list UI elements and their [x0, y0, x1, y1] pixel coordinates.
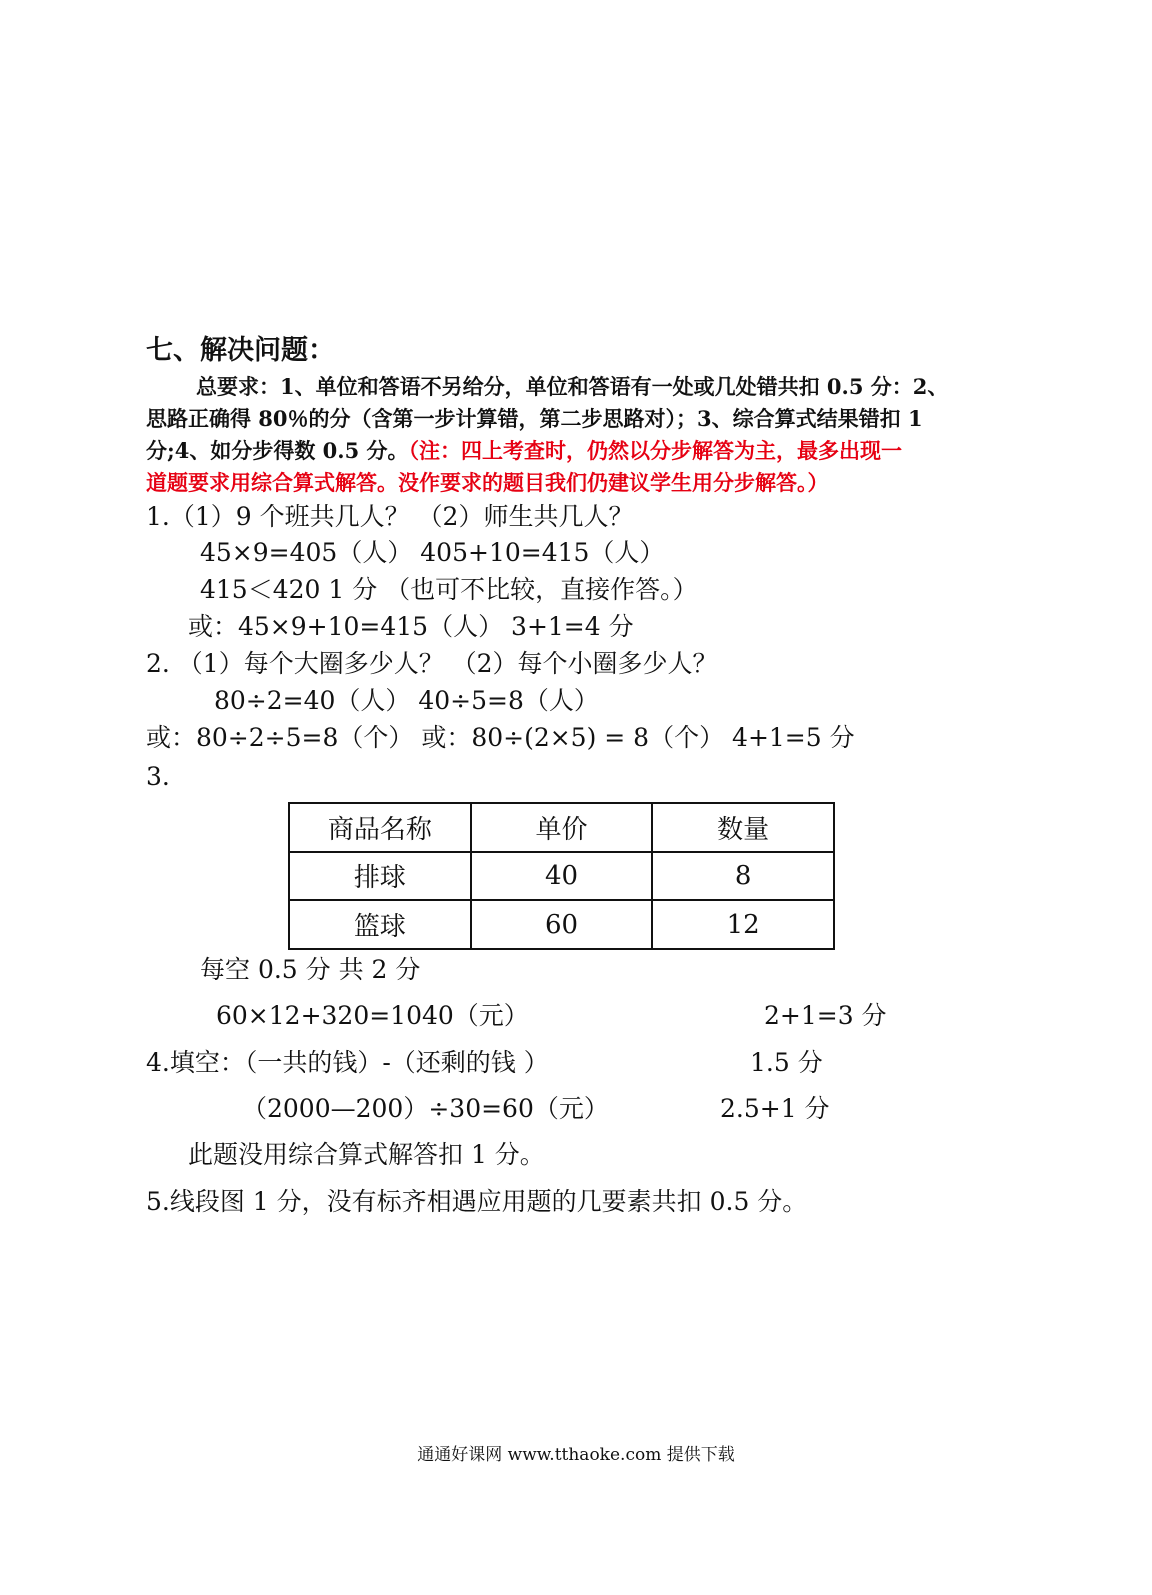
q2-line-2: 80÷2=40（人） 40÷5=8（人）: [214, 686, 599, 715]
requirements-note-red: （注：四上考查时，仍然以分步解答为主，最多出现一: [408, 438, 903, 463]
table-header-cell: 单价: [471, 803, 653, 852]
q4-calc-score: 2.5+1 分: [720, 1094, 830, 1123]
q1-line-1: 1.（1）9 个班共几人？ （2）师生共几人？: [146, 502, 634, 531]
requirements-line-3: [146, 434, 902, 468]
table-header-cell: 商品名称: [289, 803, 471, 852]
requirements-line-4: 道题要求用综合算式解答。没作要求的题目我们仍建议学生用分步解答。）: [146, 470, 829, 495]
q4-line-1: 4.填空：（一共的钱）-（还剩的钱 ）: [146, 1048, 549, 1077]
q1-line-2: 45×9=405（人） 405+10=415（人）: [200, 538, 665, 567]
table-row: [289, 852, 834, 901]
footer-text: 通通好课网 www.tthaoke.com 提供下载: [417, 1445, 735, 1465]
q5-line-1: 5.线段图 1 分，没有标齐相遇应用题的几要素共扣 0.5 分。: [146, 1187, 808, 1216]
table-header-cell: 数量: [652, 803, 834, 852]
q4-calc: （2000—200）÷30=60（元）: [242, 1094, 609, 1123]
q4-line-1-score: 1.5 分: [750, 1048, 823, 1077]
q3-calc: 60×12+320=1040（元）: [216, 1001, 529, 1030]
q3-score-2: 2+1=3 分: [764, 1001, 887, 1030]
q1-line-4: 或：45×9+10=415（人） 3+1=4 分: [188, 612, 634, 641]
table-cell: 篮球: [289, 900, 471, 949]
q3-score-1: 每空 0.5 分 共 2 分: [200, 955, 421, 984]
q2-line-3: 或：80÷2÷5=8（个） 或：80÷(2×5) = 8（个） 4+1=5 分: [146, 723, 855, 752]
price-table: [288, 802, 835, 950]
table-header-row: [289, 803, 834, 852]
table-cell: 8: [652, 852, 834, 901]
table-row: [289, 900, 834, 949]
q2-line-1: 2. （1）每个大圈多少人？ （2）每个小圈多少人？: [146, 649, 718, 678]
requirements-line-3-text: 分;4、如分步得数 0.5 分。: [146, 438, 409, 463]
table-cell: 12: [652, 900, 834, 949]
requirements-line-2: 思路正确得 80％的分（含第一步计算错，第二步思路对）；3、综合算式结果错扣 1: [146, 406, 923, 431]
section-title: 七、解决问题：: [146, 335, 335, 366]
table-cell: 排球: [289, 852, 471, 901]
requirements-line-1: 总要求：1、单位和答语不另给分，单位和答语有一处或几处错共扣 0.5 分：2、: [196, 374, 949, 399]
q4-note: 此题没用综合算式解答扣 1 分。: [188, 1140, 545, 1169]
q3-label: 3.: [146, 762, 170, 791]
table-cell: 60: [471, 900, 653, 949]
q1-line-3: 415＜420 1 分 （也可不比较，直接作答。）: [200, 575, 698, 604]
table-cell: 40: [471, 852, 653, 901]
